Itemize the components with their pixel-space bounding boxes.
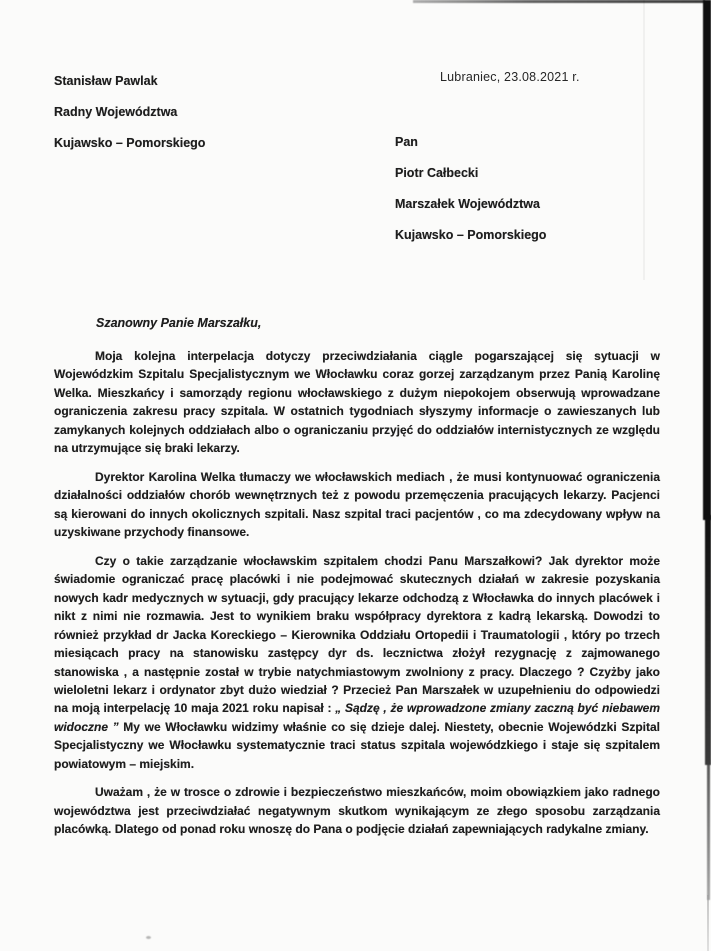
scan-artifact-right-edge xyxy=(703,0,711,520)
paragraph-3-continuation: My we Włocławku widzimy właśnie co się dzieje dalej. Niestety, obecnie Wojewódzki Szpital Specjalistyczny we Włocławku systematycznie traci status szpitala wojewódzkiego i staje się szpitalem powiatowym – miejskim. xyxy=(54,719,660,771)
paragraph-3 xyxy=(54,552,660,773)
recipient-honorific: Pan xyxy=(395,135,418,149)
paragraph-3-quote: „ Sądzę , że wprowadzone zmiany zaczną być niebawem widoczne ” xyxy=(54,701,661,734)
recipient-title-line-2: Kujawsko – Pomorskiego xyxy=(395,228,547,242)
place-date: Lubraniec, 23.08.2021 r. xyxy=(440,70,580,84)
scan-artifact-right-edge xyxy=(707,760,710,900)
sender-title-line-1: Radny Województwa xyxy=(54,105,178,119)
sender-title-line-2: Kujawsko – Pomorskiego xyxy=(54,136,206,150)
paragraph-3-text: Czy o takie zarządzanie włocławskim szpitalem chodzi Panu Marszałkowi? Jak dyrektor może świadomie ograniczać pracę placówki i nie podejmować skutecznych działań w zakresie pozyskania nowych kadr medycznych w sytuacji, gdy pracujący lekarze odchodzą z Włocławka do innych placówek i nikt z nimi nie rozmawia. Jest to wynikiem braku współpracy dyrektora z kadrą lekarską. Dowodzi to również przykład dr Jacka Koreckiego – Kierownika Oddziału Ortopedii i Traumatologii , który po trzech miesiącach pracy na stanowisku zastępcy dyr ds. lecznictwa złożył rezygnację z zajmowanego stanowiska , a następnie został w trybie natychmiastowym zwolniony z pracy. Dlaczego ? Czyżby jako wieloletni lekarz i ordynator zbyt dużo wiedział ? Przecież Pan Marszałek w uzupełnieniu do odpowiedzi na moją interpelację 10 maja 2021 roku napisał : xyxy=(54,554,660,716)
scan-artifact-right-edge xyxy=(705,515,711,765)
sender-block xyxy=(54,72,205,165)
paragraph-1: Moja kolejna interpelacja dotyczy przeciwdziałania ciągle pogarszającej się sytuacji w Wojewódzkim Szpitalu Specjalistycznym we Włocławku coraz gorzej zarządzanym przez Panią Karolinę Welka. Mieszkańcy i samorządy regionu włocławskiego z dużym niepokojem obserwują wprowadzane ograniczenia zakresu pracy szpitala. W ostatnich tygodniach słyszymy informacje o zawieszanych lub zamykanych kolejnych oddziałach albo o ograniczaniu przyjęć do oddziałów internistycznych ze względu na utrzymujące się braki lekarzy. xyxy=(54,349,660,456)
scan-artifact-right-edge xyxy=(707,895,709,951)
sender-name: Stanisław Pawlak xyxy=(54,74,158,88)
scan-artifact-speck xyxy=(146,936,151,939)
recipient-title-line-1: Marszałek Województwa xyxy=(395,197,540,211)
scan-artifact-fold-line xyxy=(643,0,645,280)
greeting: Szanowny Panie Marszałku, xyxy=(96,316,262,330)
recipient-block xyxy=(395,133,546,257)
paragraph-2: Dyrektor Karolina Welka tłumaczy we włocławskich mediach , że musi kontynuować ograniczenia działalności oddziałów chorób wewnętrznych też z powodu przemęczenia pracujących lekarzy. Pacjenci są kierowani do innych okolicznych szpitali. Nasz szpital traci pacjentów , co ma zdecydowany wpływ na uzyskiwane przychody finansowe. xyxy=(54,469,660,540)
recipient-name: Piotr Całbecki xyxy=(395,166,479,180)
paragraph-4: Uważam , że w trosce o zdrowie i bezpieczeństwo mieszkańców, moim obowiązkiem jako radnego województwa jest przeciwdziałać negatywnym skutkom wynikającym ze złego sposobu zarządzania placówką. Dlatego od ponad roku wnoszę do Pana o podjęcie działań zapewniających radykalne zmiany. xyxy=(54,785,660,837)
letter-body xyxy=(54,347,660,839)
scan-artifact-top-edge xyxy=(413,0,705,3)
